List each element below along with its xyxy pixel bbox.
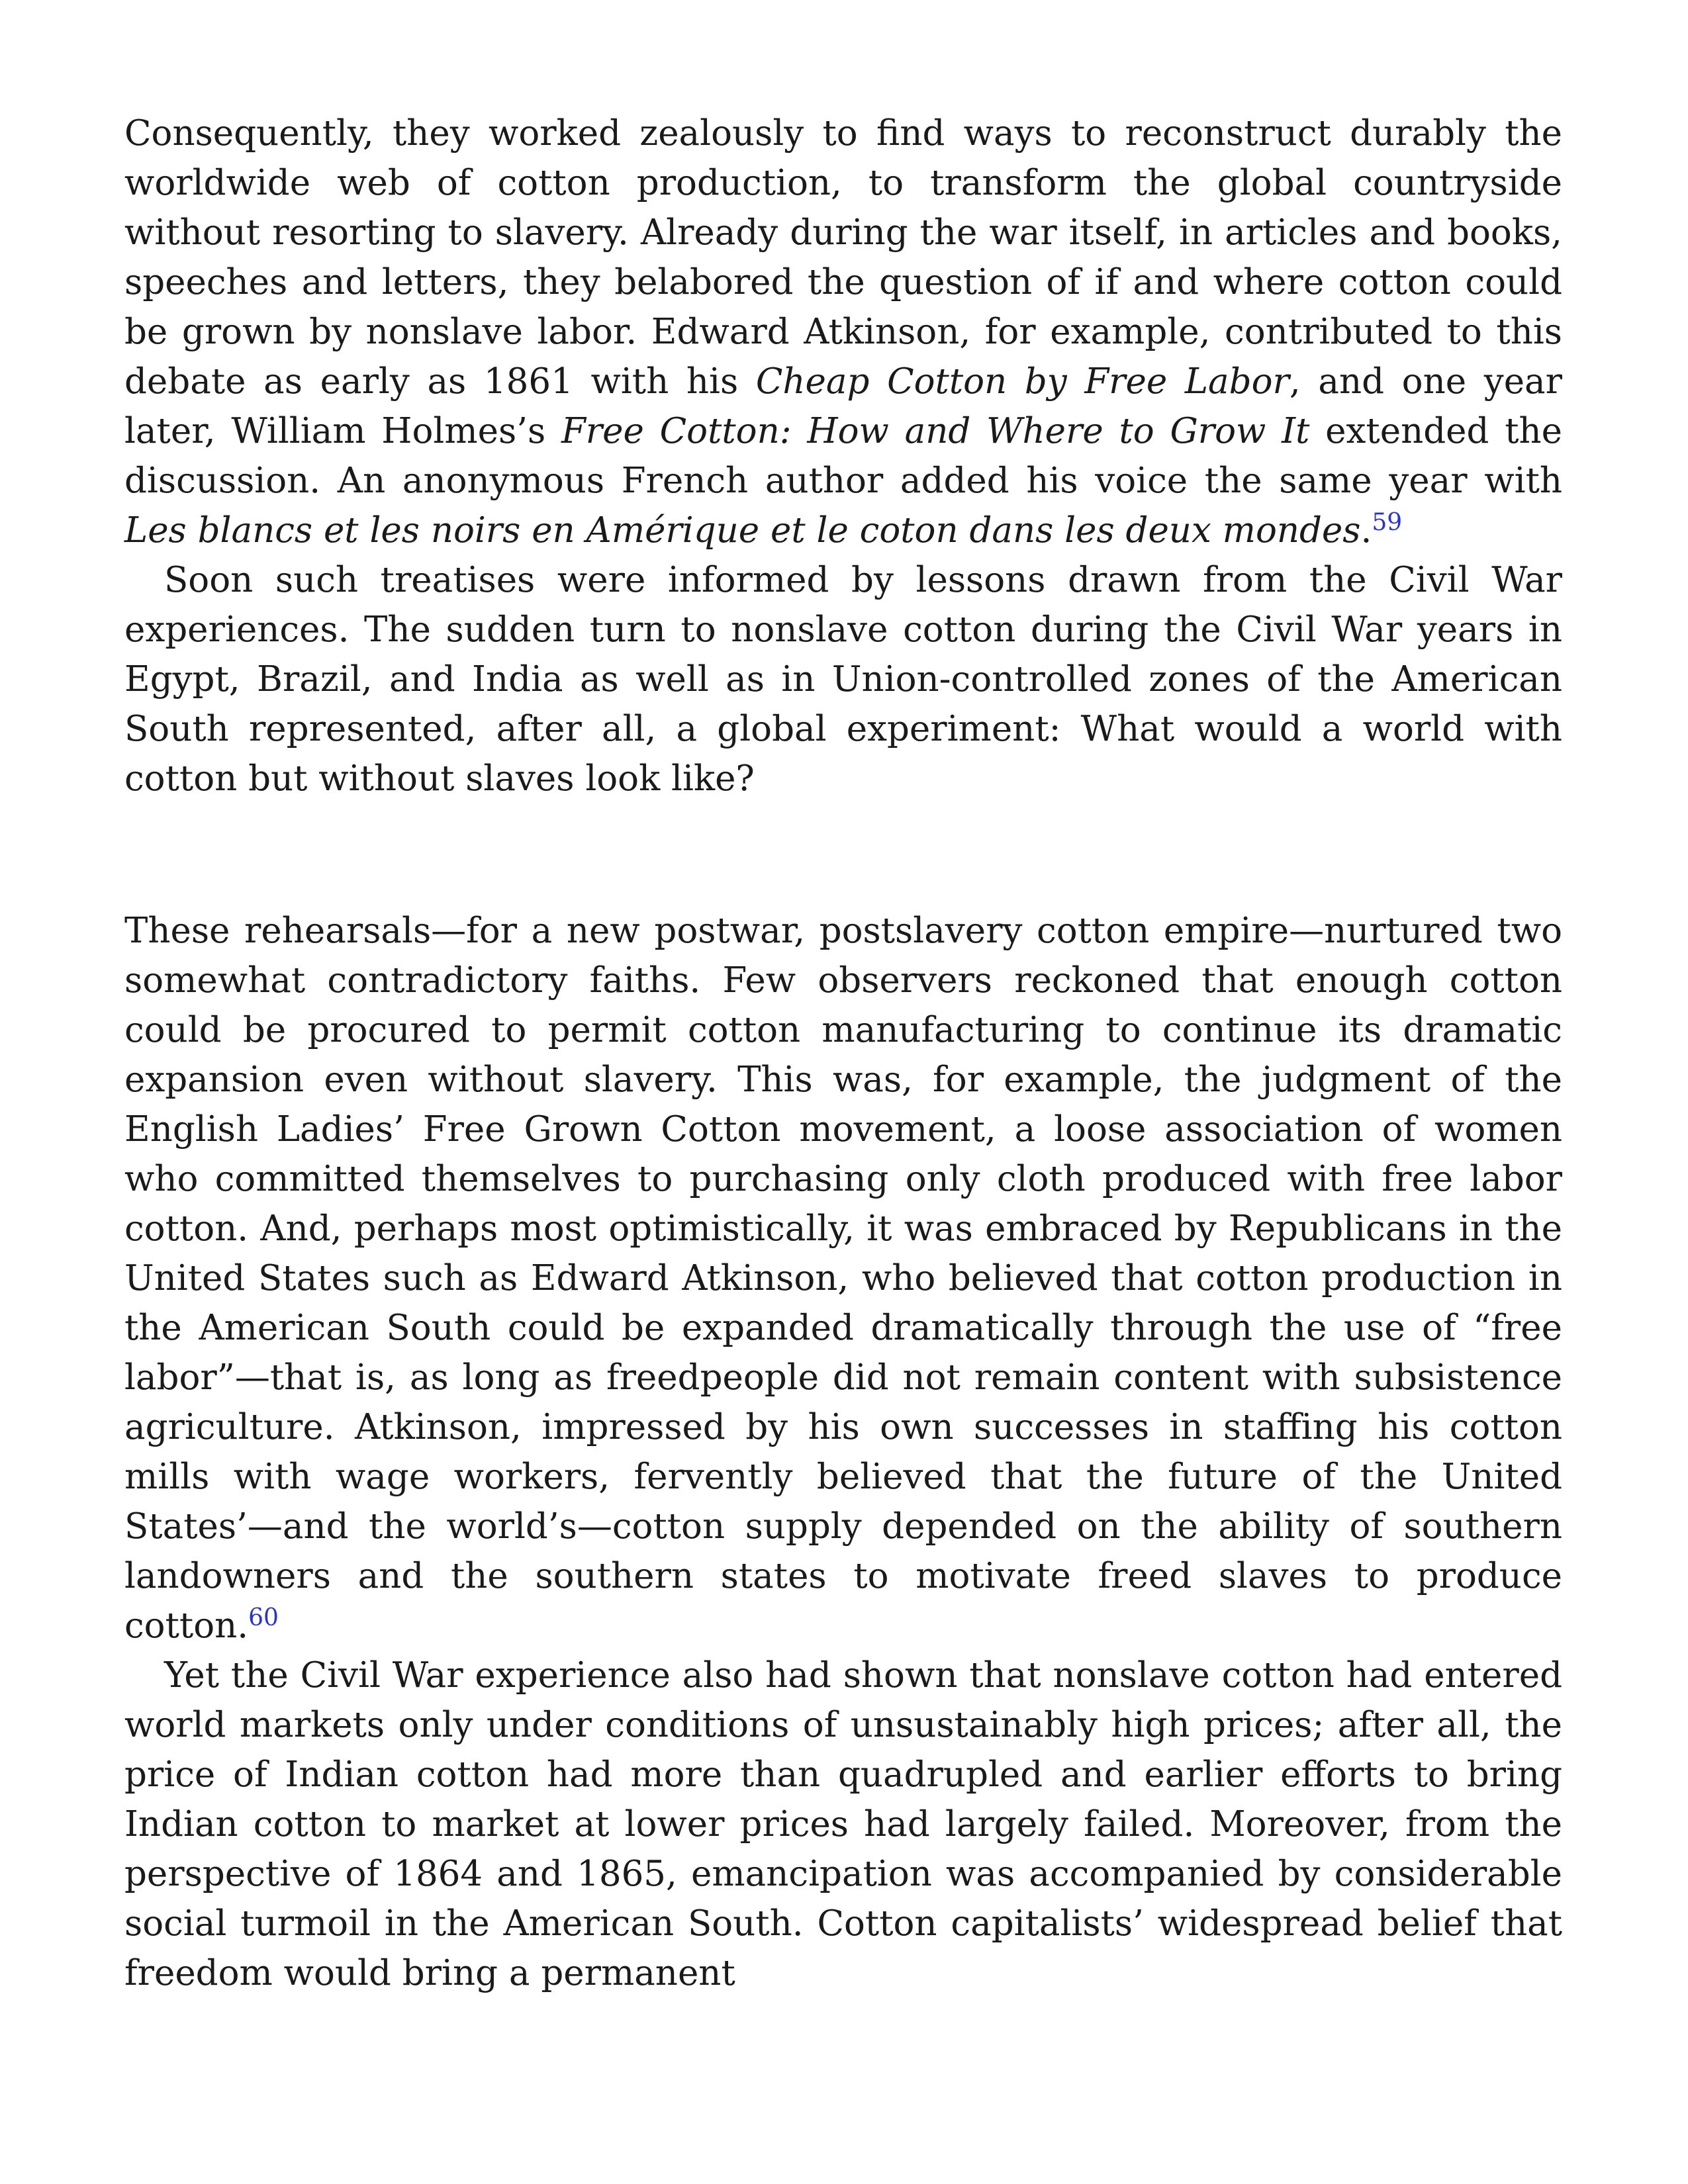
paragraph-3 — [124, 906, 1562, 1651]
paragraph-1-text-a: Consequently, they worked zealously to find ways to reconstruct durably the worldwide web of cotton production, to transform the global countryside without resorting to slavery. Already during the war itself, in articles and books, speeches and letters, they belabored the question of if and where cotton could be grown by nonslave labor. Edward Atkinson, for example, contributed to this debate as early as 1861 with his — [124, 113, 1562, 402]
paragraph-1-text-d: . — [1360, 510, 1372, 551]
book-title-cheap-cotton: Cheap Cotton by Free Labor — [755, 361, 1289, 402]
paragraph-1-text-b: , and one year later, William Holmes’s — [124, 361, 1562, 451]
paragraph-2: Soon such treatises were informed by lessons drawn from the Civil War experiences. The sudden turn to nonslave cotton during the Civil War years in Egypt, Brazil, and India as well as in Union-controlled zones of the American South represented, after all, a global experiment: What would a world with cotton but without slaves look like? — [124, 560, 1562, 799]
book-title-les-blancs: Les blancs et les noirs en Amérique et le coton dans les deux mondes — [124, 510, 1361, 551]
document-page — [124, 109, 1562, 1998]
paragraph-4: Yet the Civil War experience also had shown that nonslave cotton had entered world markets only under conditions of unsustainably high prices; after all, the price of Indian cotton had more than quadrupled and earlier efforts to bring Indian cotton to market at lower prices had largely failed. Moreover, from the perspective of 1864 and 1865, emancipation was accompanied by considerable social turmoil in the American South. Cotton capitalists’ widespread belief that freedom would bring a permanent — [124, 1655, 1562, 1993]
paragraph-3-text: These rehearsals—for a new postwar, postslavery cotton empire—nurtured two somewhat contradictory faiths. Few observers reckoned that enough cotton could be procured to permit cotton manufacturing to continue its dramatic expansion even without slavery. This was, for example, the judgment of the English Ladies’ Free Grown Cotton movement, a loose association of women who committed themselves to purchasing only cloth produced with free labor cotton. And, perhaps most optimistically, it was embraced by Republicans in the United States such as Edward Atkinson, who believed that cotton production in the American South could be expanded dramatically through the use of “free labor”—that is, as long as freedpeople did not remain content with subsistence agriculture. Atkinson, impressed by his own successes in staffing his cotton mills with wage workers, fervently believed that the future of the United States’—and the world’s—cotton supply depended on the ability of southern landowners and the southern states to motivate freed slaves to produce cotton. — [124, 911, 1562, 1646]
paragraph-1-text-c: extended the discussion. An anonymous French author added his voice the same year with — [124, 411, 1562, 501]
book-title-free-cotton: Free Cotton: How and Where to Grow It — [561, 411, 1310, 451]
footnote-link-59[interactable]: 59 — [1372, 509, 1403, 536]
footnote-link-60[interactable]: 60 — [248, 1604, 279, 1631]
paragraph-1 — [124, 109, 1562, 555]
